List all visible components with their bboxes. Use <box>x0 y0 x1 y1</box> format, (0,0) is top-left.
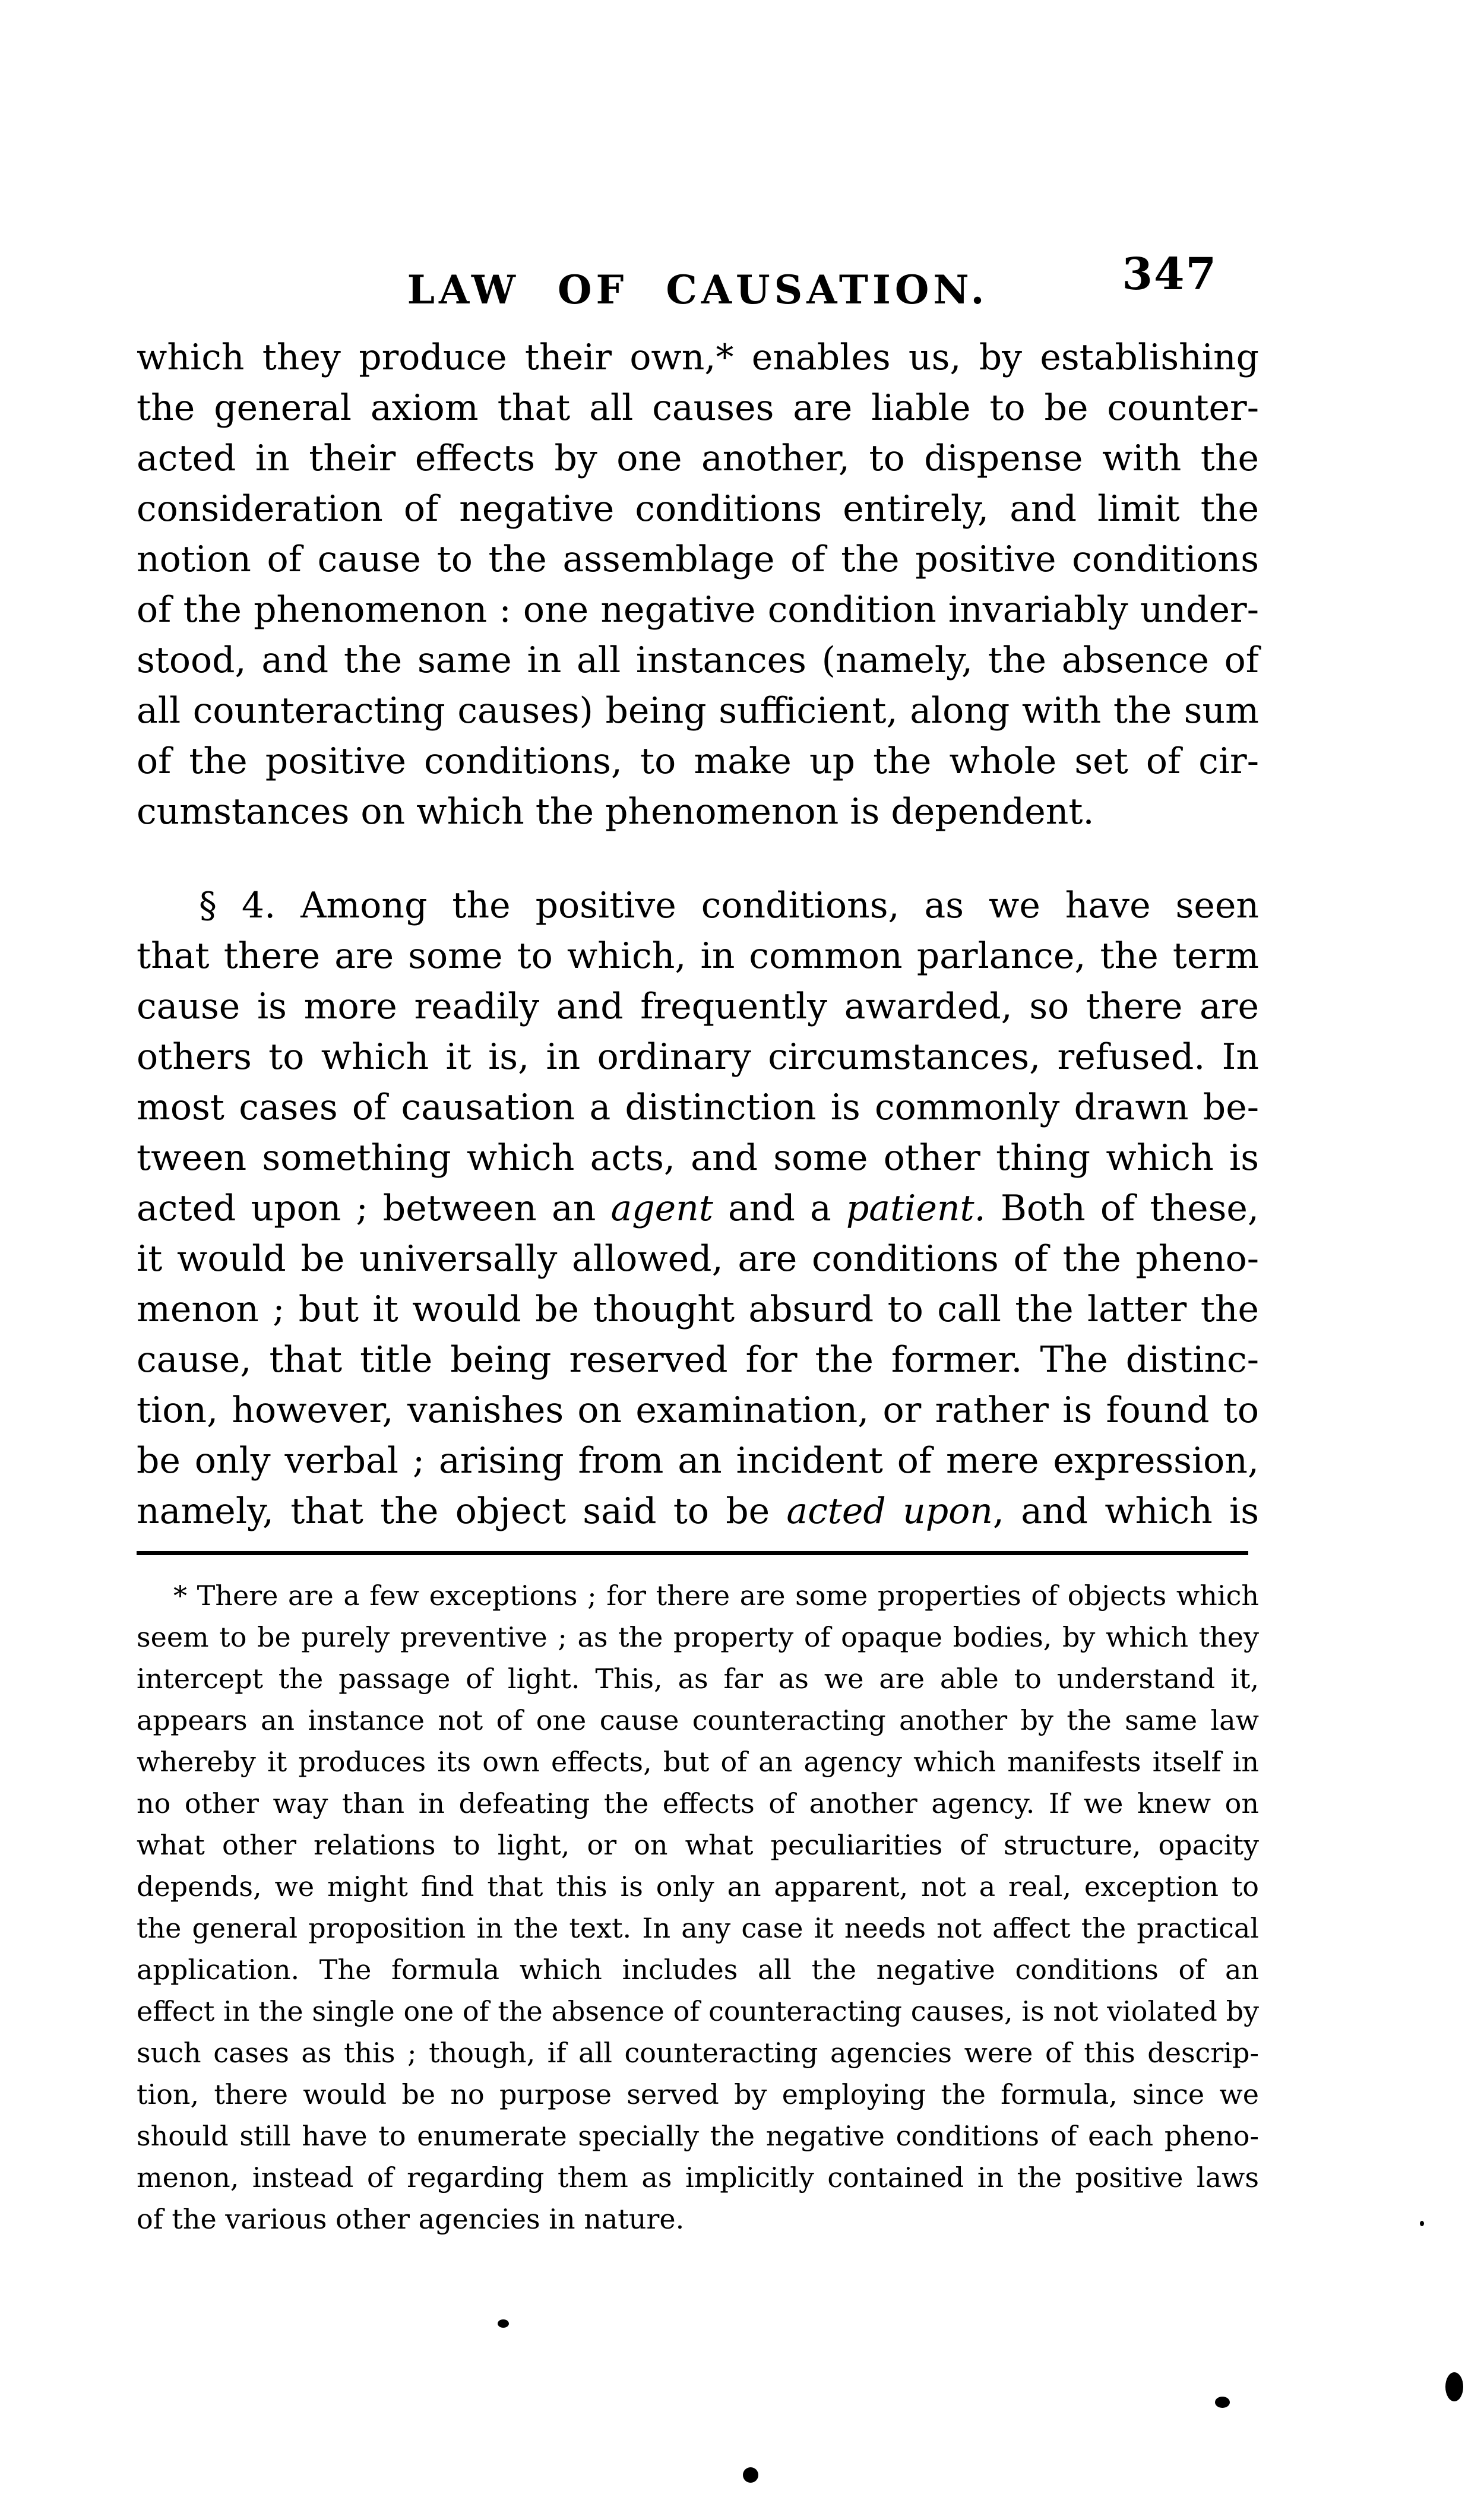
paragraph <box>137 881 1259 1537</box>
text-segment: stood, and the same in all instances (namely, the absence of <box>137 640 1259 681</box>
text-segment: § 4. Among the positive conditions, as we have seen <box>199 885 1259 926</box>
text-segment: most cases of causation a distinction is commonly drawn be- <box>137 1087 1259 1128</box>
footnote-line <box>137 1699 1259 1741</box>
text-line <box>137 1133 1259 1183</box>
footnote-line <box>137 2198 1259 2240</box>
footnote-line <box>137 1824 1259 1866</box>
page-number: 347 <box>1122 249 1217 300</box>
running-head-title: LAW OF CAUSATION. <box>407 267 989 313</box>
text-line <box>137 881 1259 931</box>
ink-speck <box>498 2319 509 2328</box>
main-text <box>137 333 1259 1537</box>
text-segment: menon ; but it would be thought absurd to call the latter the <box>137 1289 1259 1330</box>
footnote-line <box>137 2074 1259 2115</box>
text-line <box>137 787 1259 837</box>
text-line <box>137 585 1259 635</box>
text-line <box>137 1436 1259 1486</box>
footnote-line <box>137 1575 1259 1616</box>
text-line <box>137 534 1259 585</box>
footnote-line <box>137 2115 1259 2157</box>
text-segment: seem to be purely preventive ; as the property of opaque bodies, by which they <box>137 1621 1259 1653</box>
footnote-line <box>137 1741 1259 1783</box>
text-segment: whereby it produces its own effects, but of an agency which manifests itself in <box>137 1746 1259 1778</box>
text-segment: should still have to enumerate specially the negative conditions of each pheno- <box>137 2120 1259 2152</box>
text-segment: be only verbal ; arising from an incident of mere expression, <box>137 1440 1259 1482</box>
text-segment: tween something which acts, and some other thing which is <box>137 1137 1259 1179</box>
footnote-line <box>137 1990 1259 2032</box>
ink-speck <box>743 2467 758 2483</box>
text-segment: cause, that title being reserved for the former. The distinc- <box>137 1339 1259 1381</box>
footnote <box>137 1575 1259 2240</box>
text-segment: consideration of negative conditions entirely, and limit the <box>137 488 1259 530</box>
text-line <box>137 1486 1259 1537</box>
running-header <box>137 249 1259 319</box>
footnote-separator <box>137 1551 1248 1555</box>
text-segment: acted in their effects by one another, to dispense with the <box>137 438 1259 479</box>
text-segment: which they produce their own,* enables us, by establishing <box>137 337 1259 378</box>
text-segment: intercept the passage of light. This, as far as we are able to understand it, <box>137 1663 1259 1695</box>
text-segment: such cases as this ; though, if all counteracting agencies were of this descrip- <box>137 2037 1259 2069</box>
text-segment: no other way than in defeating the effects of another agency. If we knew on <box>137 1787 1259 1819</box>
text-line <box>137 1284 1259 1335</box>
text-line <box>137 1083 1259 1133</box>
text-segment: , and which is <box>992 1490 1260 1532</box>
text-segment: menon, instead of regarding them as implicitly contained in the positive laws <box>137 2161 1259 2194</box>
text-segment: Both of these, <box>985 1188 1259 1229</box>
italic-text: agent <box>610 1188 713 1229</box>
text-segment: effect in the single one of the absence of counteracting causes, is not violated by <box>137 1995 1259 2027</box>
footnote-line <box>137 2157 1259 2198</box>
text-segment: that there are some to which, in common parlance, the term <box>137 935 1259 977</box>
text-line <box>137 1032 1259 1083</box>
text-segment: tion, however, vanishes on examination, or rather is found to <box>137 1390 1259 1431</box>
text-segment: it would be universally allowed, are conditions of the pheno- <box>137 1238 1259 1280</box>
text-line <box>137 333 1259 383</box>
paragraph <box>137 333 1259 837</box>
text-segment: of the positive conditions, to make up the whole set of cir- <box>137 740 1259 782</box>
text-segment: the general proposition in the text. In any case it needs not affect the practical <box>137 1912 1259 1944</box>
text-line <box>137 484 1259 534</box>
ink-speck <box>1445 2372 1463 2401</box>
text-segment: cause is more readily and frequently awarded, so there are <box>137 986 1259 1027</box>
italic-text: patient. <box>846 1188 986 1229</box>
ink-speck <box>1420 2221 1424 2226</box>
text-line <box>137 1183 1259 1234</box>
italic-text: acted upon <box>786 1490 993 1532</box>
text-segment: and a <box>713 1188 846 1229</box>
text-segment: application. The formula which includes all the negative conditions of an <box>137 1954 1259 1986</box>
text-line <box>137 686 1259 736</box>
footnote-line <box>137 1866 1259 1907</box>
text-segment: acted upon ; between an <box>137 1188 611 1229</box>
footnote-line <box>137 2032 1259 2074</box>
text-line <box>137 736 1259 787</box>
footnote-line <box>137 1658 1259 1699</box>
footnote-line <box>137 1907 1259 1949</box>
text-line <box>137 1385 1259 1436</box>
text-segment: of the various other agencies in nature. <box>137 2203 685 2235</box>
text-line <box>137 635 1259 686</box>
text-segment: * There are a few exceptions ; for there are some properties of objects which <box>173 1580 1259 1612</box>
text-segment: appears an instance not of one cause counteracting another by the same law <box>137 1704 1259 1736</box>
text-line <box>137 1335 1259 1385</box>
text-line <box>137 1234 1259 1284</box>
footnote-line <box>137 1949 1259 1990</box>
text-segment: tion, there would be no purpose served by employing the formula, since we <box>137 2078 1259 2110</box>
text-segment: what other relations to light, or on what peculiarities of structure, opacity <box>137 1829 1259 1861</box>
text-segment: others to which it is, in ordinary circumstances, refused. In <box>137 1036 1259 1078</box>
text-line <box>137 433 1259 484</box>
text-segment: cumstances on which the phenomenon is dependent. <box>137 791 1094 833</box>
text-segment: all counteracting causes) being sufficient, along with the sum <box>137 690 1259 732</box>
ink-speck <box>1215 2397 1230 2408</box>
text-segment: notion of cause to the assemblage of the positive conditions <box>137 539 1259 580</box>
text-segment: namely, that the object said to be <box>137 1490 787 1532</box>
footnote-line <box>137 1783 1259 1824</box>
text-segment: of the phenomenon : one negative condition invariably under- <box>137 589 1259 631</box>
text-segment: the general axiom that all causes are liable to be counter- <box>137 387 1259 429</box>
text-line <box>137 931 1259 982</box>
text-line <box>137 383 1259 433</box>
text-segment: depends, we might find that this is only an apparent, not a real, exception to <box>137 1870 1259 1903</box>
text-line <box>137 982 1259 1032</box>
footnote-line <box>137 1616 1259 1658</box>
